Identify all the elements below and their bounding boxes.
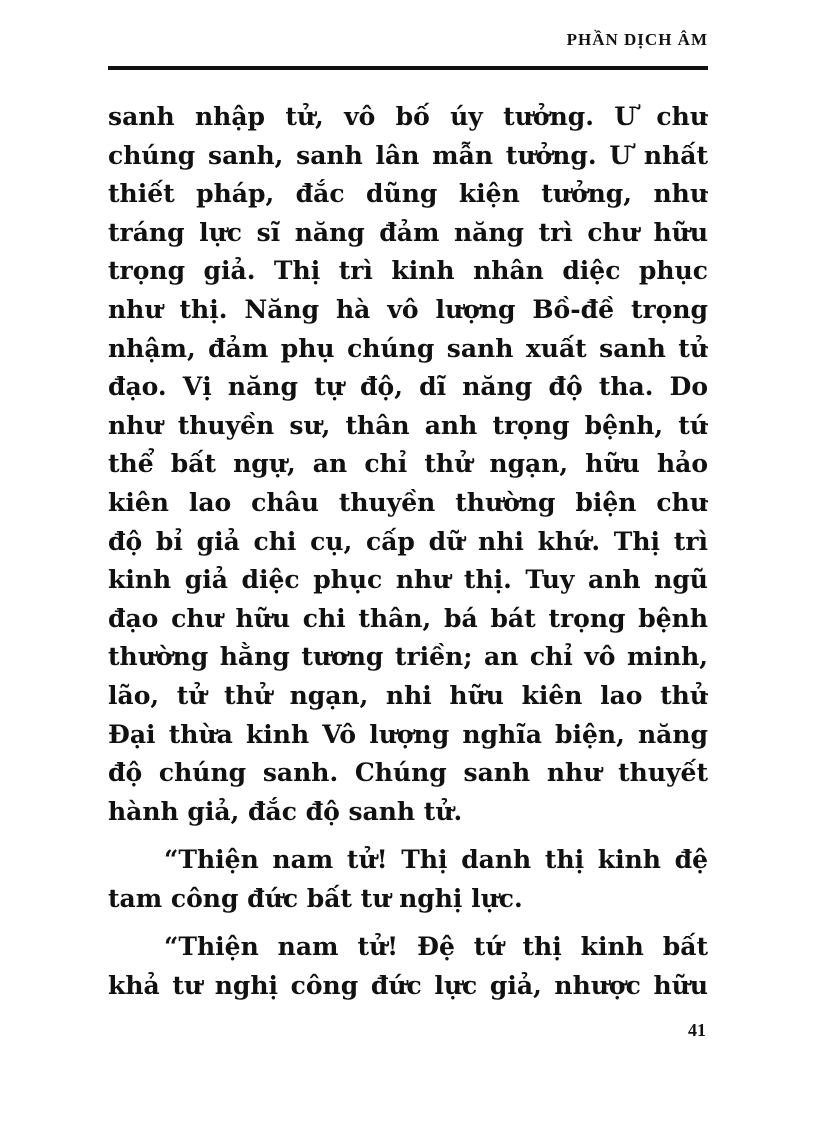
text-line: Đại thừa kinh Vô lượng nghĩa biện, năng (108, 719, 708, 749)
text-line: thể bất ngự, an chỉ thử ngạn, hữu hảo (108, 449, 708, 479)
text-line: hành giả, đắc độ sanh tử. (108, 796, 463, 826)
text-line: “Thiện nam tử! Thị danh thị kinh đệ (164, 845, 708, 875)
paragraph-3 (108, 928, 708, 1005)
paragraph-gap (108, 831, 708, 841)
text-line: kinh giả diệc phục như thị. Tuy anh ngũ (108, 565, 708, 595)
text-line: độ chúng sanh. Chúng sanh như thuyết (108, 758, 708, 788)
body-text (108, 98, 708, 1006)
text-line: chúng sanh, sanh lân mẫn tưởng. Ư nhất (108, 140, 708, 170)
text-line: nhậm, đảm phụ chúng sanh xuất sanh tử (108, 333, 708, 363)
running-header: PHẦN DỊCH ÂM (566, 30, 708, 49)
text-line: thường hằng tương triền; an chỉ vô minh, (108, 642, 708, 672)
text-line: kiên lao châu thuyền thường biện chư (108, 487, 708, 517)
text-line: trọng giả. Thị trì kinh nhân diệc phục (108, 256, 708, 286)
text-line: sanh nhập tử, vô bố úy tưởng. Ư chư (108, 102, 708, 131)
text-line: như thuyền sư, thân anh trọng bệnh, tứ (108, 410, 708, 440)
paragraph-1 (108, 98, 708, 831)
text-line: “Thiện nam tử! Đệ tứ thị kinh bất (164, 932, 708, 962)
text-line: như thị. Năng hà vô lượng Bồ-đề trọng (108, 294, 708, 324)
text-line: độ bỉ giả chi cụ, cấp dữ nhi khứ. Thị trì (108, 526, 708, 556)
page-number: 41 (688, 1020, 706, 1040)
text-line: thiết pháp, đắc dũng kiện tưởng, như (108, 179, 708, 209)
text-line: tam công đức bất tư nghị lực. (108, 883, 523, 913)
text-line: khả tư nghị công đức lực giả, nhược hữu (108, 971, 708, 1001)
text-line: đạo chư hữu chi thân, bá bát trọng bệnh (108, 603, 708, 633)
text-line: lão, tử thử ngạn, nhi hữu kiên lao thử (108, 680, 708, 710)
paragraph-gap (108, 918, 708, 928)
header-rule (108, 66, 708, 70)
text-line: đạo. Vị năng tự độ, dĩ năng độ tha. Do (108, 372, 708, 402)
paragraph-2 (108, 841, 708, 918)
text-line: tráng lực sĩ năng đảm năng trì chư hữu (108, 217, 708, 247)
